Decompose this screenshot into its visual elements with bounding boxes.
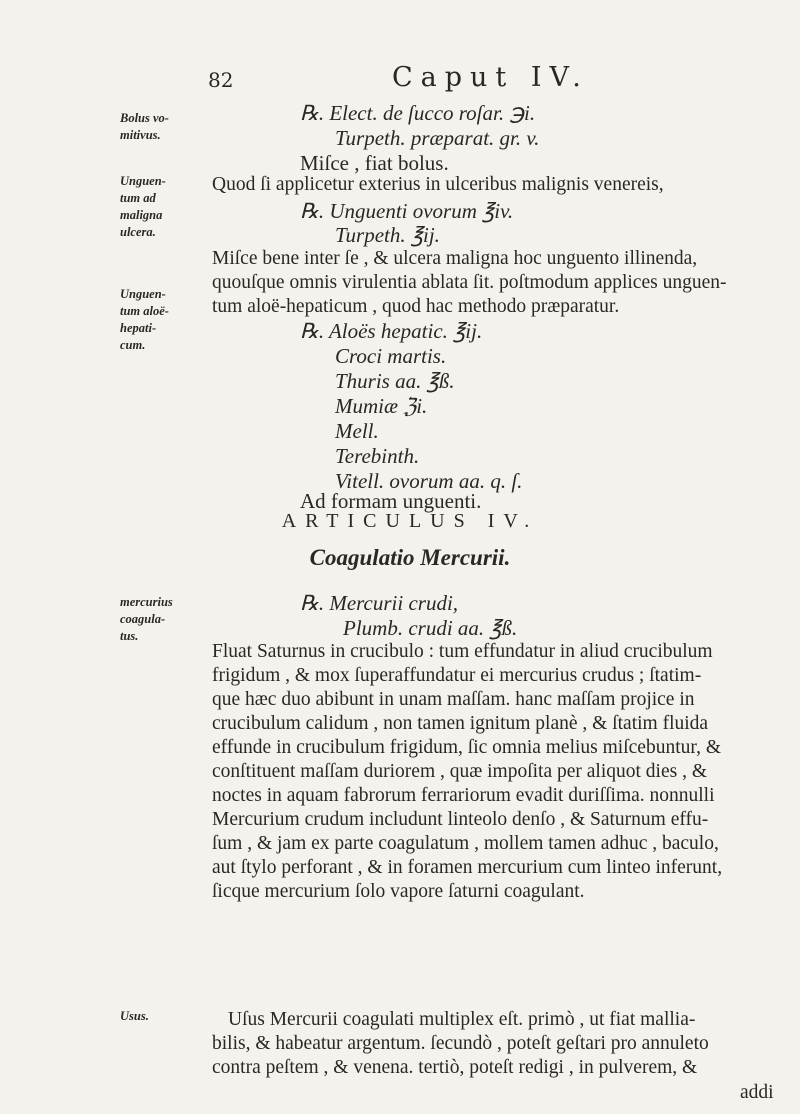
recipe-text: Vitell. ovorum aa. q. ſ.: [335, 469, 523, 493]
text-line: Uſus Mercurii coagulati multiplex eſt. primò , ut fiat mallia-: [228, 1009, 696, 1030]
margin-note-mercurius: [120, 594, 210, 645]
margin-line: Usus.: [120, 1009, 149, 1023]
text-line: crucibulum calidum , non tamen ignitum planè , & ſtatim fluida: [212, 713, 709, 734]
margin-line: ulcera.: [120, 225, 156, 239]
recipe-text: Plumb. crudi aa. ℥ß.: [343, 616, 518, 640]
recipe-line: [335, 393, 427, 419]
page-number: 82: [208, 68, 234, 92]
page-header: [0, 62, 800, 92]
recipe-text: Mell.: [335, 419, 379, 443]
text-line: frigidum , & mox ſuperaffundatur ei mercurius crudus ; ſtatim-: [212, 665, 702, 686]
margin-line: tus.: [120, 629, 139, 643]
catchword: addi: [740, 1082, 774, 1103]
text-line: tum aloë-hepaticum , quod hac methodo præparatur.: [212, 296, 620, 317]
recipe-text: Croci martis.: [335, 344, 447, 368]
recipe-line: [300, 198, 513, 224]
text-line: Mercurium crudum includunt linteolo denſo , & Saturnum effu-: [212, 809, 709, 830]
recipe-text: Terebinth.: [335, 444, 420, 468]
recipe-text: Miſce , fiat bolus.: [300, 151, 449, 175]
recipe-line: [335, 443, 419, 469]
article-subtitle: Coagulatio Mercurii.: [309, 545, 511, 570]
recipe-text: ℞. Aloës hepatic. ℥ij.: [300, 319, 483, 343]
recipe-text: ℞. Unguenti ovorum ℥iv.: [300, 199, 514, 223]
recipe-text: Turpeth. præparat. gr. v.: [335, 126, 540, 150]
recipe-text: Ad formam unguenti.: [300, 489, 482, 513]
text-line: ſum , & jam ex parte coagulatum , mollem tamen adhuc , baculo,: [212, 833, 719, 854]
running-title: Caput IV.: [392, 62, 589, 93]
text-line: quouſque omnis virulentia ablata ſit. poſtmodum applices unguen-: [212, 272, 727, 293]
text-line: contra peſtem , & venena. tertiò, poteſt redigi , in pulverem, &: [212, 1057, 698, 1078]
margin-note-bolus: [120, 110, 210, 144]
recipe-line: [300, 318, 482, 344]
text-line: effunde in crucibulum frigidum, ſic omnia melius miſcebuntur, &: [212, 737, 721, 758]
recipe-line: [335, 125, 539, 151]
recipe-text: ℞. Mercurii crudi,: [300, 591, 459, 615]
recipe-line: [335, 222, 440, 248]
margin-line: coagula-: [120, 612, 166, 626]
recipe-text: ℞. Elect. de ſucco roſar. ℈i.: [300, 101, 536, 125]
text-line: bilis, & habeatur argentum. ſecundò , poteſt geſtari pro annuleto: [212, 1033, 709, 1054]
margin-line: hepati-: [120, 321, 157, 335]
margin-line: Unguen-: [120, 174, 166, 188]
recipe-line: [300, 100, 535, 126]
margin-line: mercurius: [120, 595, 173, 609]
text-line: noctes in aquam fabrorum ferrariorum evadit duriſſima. nonnulli: [212, 785, 715, 806]
recipe-line: [343, 615, 517, 641]
recipe-line: [300, 590, 458, 616]
recipe-text: Turpeth. ℥ij.: [335, 223, 440, 247]
text-line: aut ſtylo perforant , & in foramen mercurium cum linteo inferunt,: [212, 857, 723, 878]
margin-note-unguentum-aloe: [120, 286, 210, 354]
recipe-line: [335, 343, 446, 369]
recipe-line: [335, 418, 379, 444]
recipe-text: Mumiæ ℨi.: [335, 394, 428, 418]
margin-note-unguentum-maligna: [120, 173, 210, 241]
recipe-line: [335, 368, 455, 394]
margin-line: Unguen-: [120, 287, 166, 301]
text-line: Fluat Saturnus in crucibulo : tum effundatur in aliud crucibulum: [212, 641, 713, 662]
recipe-text: Thuris aa. ℥ß.: [335, 369, 455, 393]
margin-line: tum aloë-: [120, 304, 169, 318]
margin-line: Bolus vo-: [120, 111, 169, 125]
margin-note-usus: [120, 1008, 210, 1025]
text-line: Quod ſi applicetur exterius in ulceribus malignis venereis,: [212, 174, 664, 195]
article-heading: ARTICULUS IV.: [281, 510, 539, 532]
margin-line: mitivus.: [120, 128, 161, 142]
text-line: Miſce bene inter ſe , & ulcera maligna hoc unguento illinenda,: [212, 248, 698, 269]
margin-line: cum.: [120, 338, 146, 352]
text-line: ſicque mercurium ſolo vapore ſaturni coagulant.: [212, 881, 585, 902]
text-line: que hæc duo abibunt in unam maſſam. hanc maſſam projice in: [212, 689, 695, 710]
margin-line: maligna: [120, 208, 163, 222]
margin-line: tum ad: [120, 191, 156, 205]
text-line: conſtituent maſſam duriorem , quæ impoſita per aliquot dies , &: [212, 761, 707, 782]
